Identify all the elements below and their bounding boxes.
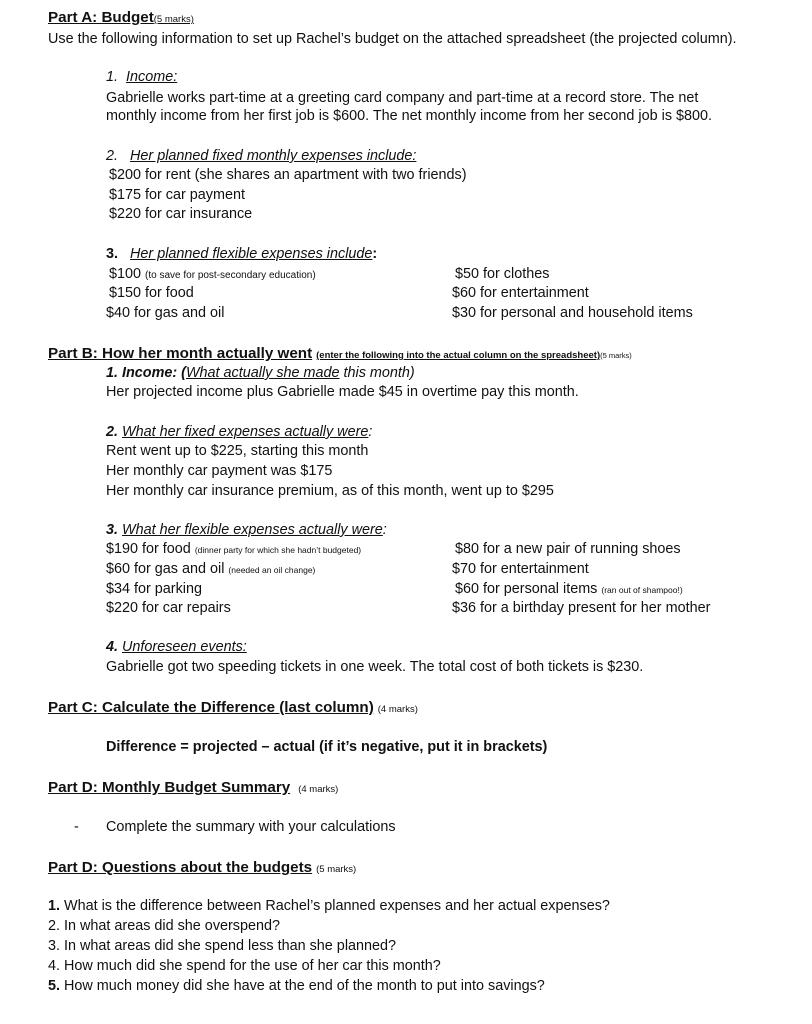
part-a-income-num: 1. [106,69,119,85]
part-c-formula: Difference = projected – actual (if it’s negative, put it in brackets) [106,739,548,755]
part-d-summary-bullet: - [74,819,79,835]
part-a-intro: Use the following information to set up Rachel’s budget on the attached spreadsheet (the projected column). [48,31,737,47]
part-b-income-title: What actually she made [185,365,340,381]
part-a-income-title-line [106,68,177,88]
part-b-flexible-item: $70 for entertainment [452,561,589,577]
part-b-heading-line [48,344,632,366]
part-a-fixed-item: $200 for rent (she shares an apartment with two friends) [109,167,467,183]
part-a-flexible-title-line: 3. Her planned flexible expenses include: [106,246,378,262]
part-a-flexible-title: Her planned flexible expenses include [130,246,373,262]
part-b-fixed-item: Her monthly car insurance premium, as of this month, went up to $295 [106,483,554,499]
part-d-questions-heading-line [48,858,356,880]
part-b-flexible-title: What her flexible expenses actually were [122,522,383,538]
question-item: 1. What is the difference between Rachel’s planned expenses and her actual expenses? [48,898,610,914]
part-c-marks: (4 marks) [377,704,418,715]
part-a-flexible-item: $150 for food [109,285,194,301]
part-d-summary-heading: Part D: Monthly Budget Summary [48,779,291,796]
part-b-flexible-title-line: 3. What her flexible expenses actually were: [106,522,387,538]
part-d-summary-heading-line [48,778,338,800]
part-a-heading: Part A: Budget [48,9,154,26]
part-c-heading: Part C: Calculate the Difference (last column) [48,699,374,716]
part-d-questions-marks: (5 marks) [316,864,357,875]
part-b-flexible-item: $190 for food (dinner party for which she hadn’t budgeted) [106,541,362,557]
part-a-marks: (5 marks) [153,14,194,25]
part-a-flexible-item: $50 for clothes [455,266,550,282]
part-a-flexible-item: $40 for gas and oil [106,305,225,321]
part-a-fixed-item: $220 for car insurance [109,206,253,222]
part-a-flexible-item: $60 for entertainment [452,285,589,301]
part-a-flexible-num: 3. [106,246,119,262]
part-b-flexible-item: $220 for car repairs [106,600,231,616]
part-a-fixed-title-line [106,147,416,167]
question-item: 4. How much did she spend for the use of her car this month? [48,958,441,974]
part-a-flexible-item: $100 (to save for post-secondary education) [109,266,316,282]
part-b-fixed-title: What her fixed expenses actually were [122,424,369,440]
part-a-fixed-num: 2. [106,148,119,164]
part-b-income-line: Her projected income plus Gabrielle made $45 in overtime pay this month. [106,384,579,400]
part-b-fixed-title-line: 2. What her fixed expenses actually were: [106,424,373,440]
part-a-fixed-item: $175 for car payment [109,187,245,203]
part-d-summary-marks: (4 marks) [298,784,339,795]
part-a-heading-line [48,8,194,30]
part-a-income-line1: Gabrielle works part-time at a greeting card company and part-time at a record store. The net [106,90,699,106]
part-c-heading-line [48,698,418,720]
question-item: 3. In what areas did she spend less than she planned? [48,938,397,954]
part-b-fixed-item: Her monthly car payment was $175 [106,463,333,479]
part-a-income-title: Income: [126,69,178,85]
part-b-unforeseen-title-line: 4. Unforeseen events: [106,639,247,655]
question-item: 5. How much money did she have at the end of the month to put into savings? [48,978,545,994]
part-a-fixed-title: Her planned fixed monthly expenses include: [130,148,417,164]
part-b-sub: (enter the following into the actual column on the spreadsheet) [316,350,601,361]
part-b-marks: (5 marks) [600,351,632,360]
part-d-questions-heading: Part D: Questions about the budgets [48,859,313,876]
part-b-flexible-item: $36 for a birthday present for her mother [452,600,711,616]
part-a-income-line2: monthly income from her first job is $600. The net monthly income from her second job is $800. [106,108,713,124]
part-b-unforeseen-line: Gabrielle got two speeding tickets in one week. The total cost of both tickets is $230. [106,659,644,675]
part-b-flexible-item: $60 for personal items (ran out of shampoo!) [455,581,683,597]
part-b-income-title-line: 1. Income: (What actually she made this month) [106,365,415,381]
part-b-fixed-item: Rent went up to $225, starting this month [106,443,369,459]
part-b-unforeseen-title: Unforeseen events: [122,639,247,655]
part-b-flexible-item: $80 for a new pair of running shoes [455,541,681,557]
part-d-summary-text: Complete the summary with your calculations [106,819,396,835]
part-b-heading: Part B: How her month actually went [48,345,313,362]
part-b-flexible-item: $60 for gas and oil (needed an oil change) [106,561,316,577]
question-item: 2. In what areas did she overspend? [48,918,281,934]
part-b-flexible-item: $34 for parking [106,581,202,597]
part-a-flexible-item: $30 for personal and household items [452,305,693,321]
